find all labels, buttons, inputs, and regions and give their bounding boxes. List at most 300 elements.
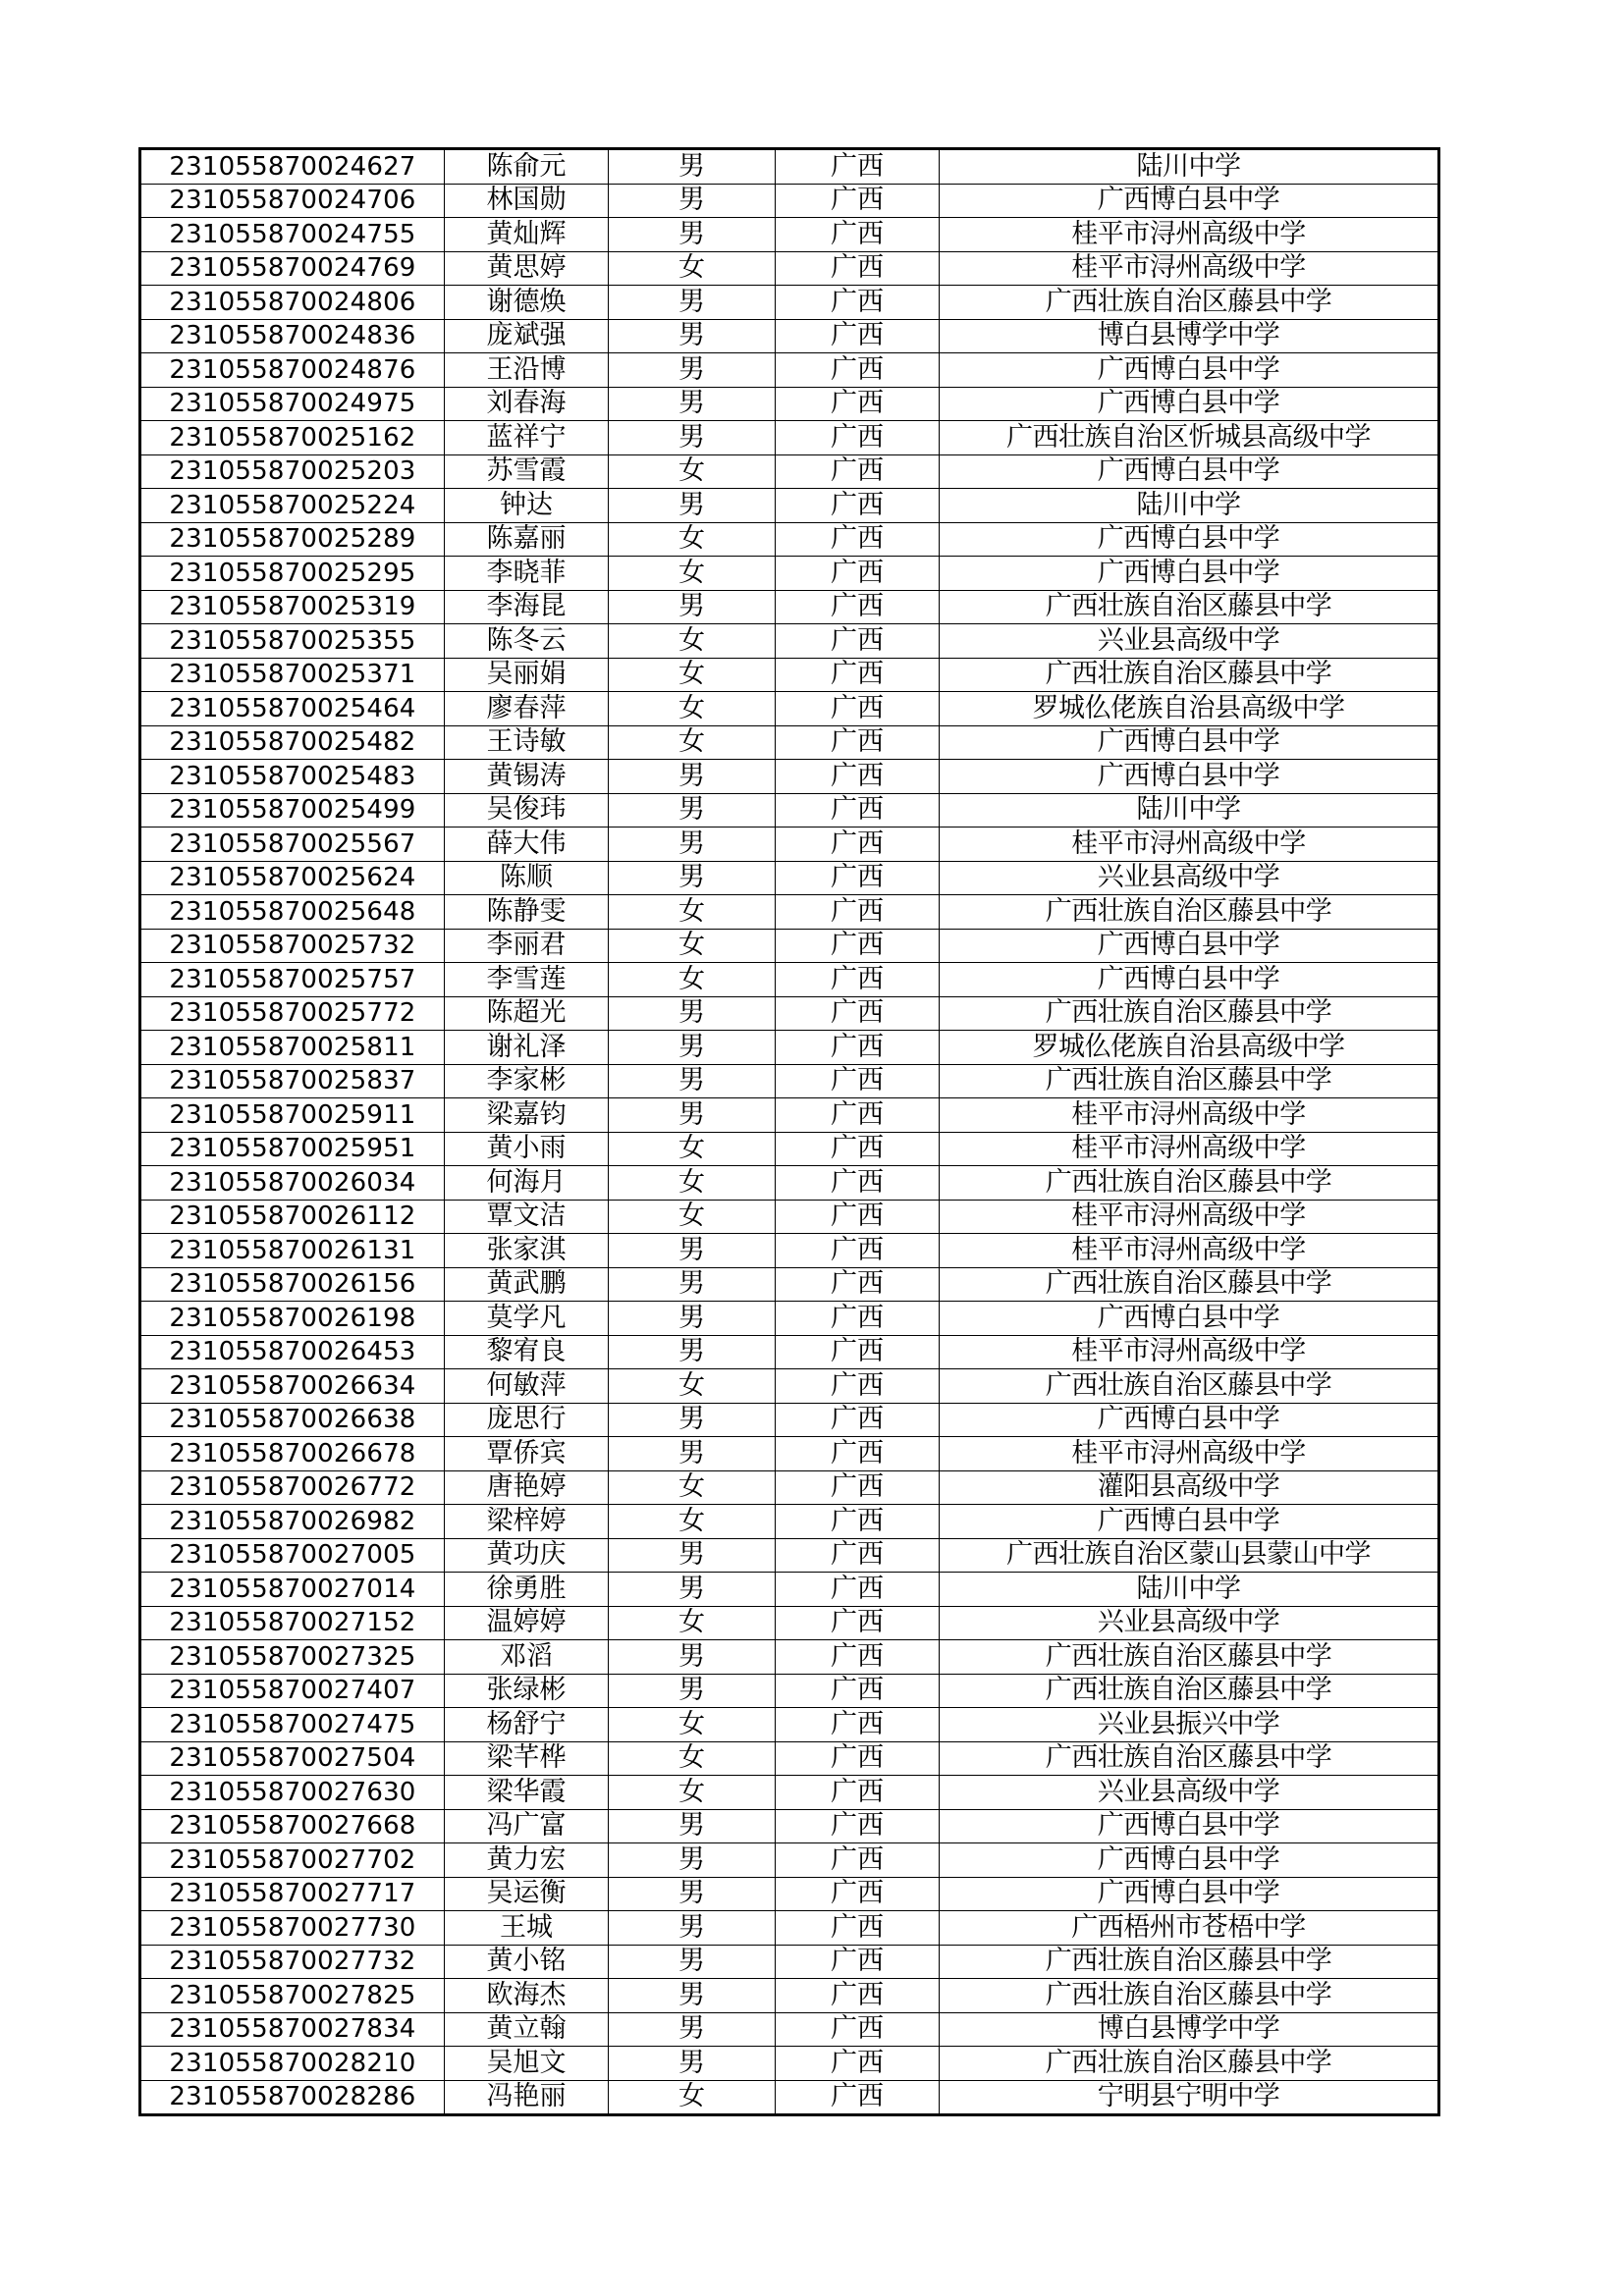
school-cell: 广西壮族自治区藤县中学 [940, 1741, 1439, 1776]
gender-cell: 女 [609, 1369, 776, 1404]
table-row [140, 1369, 1439, 1404]
gender-cell: 女 [609, 2080, 776, 2115]
exam-id-cell: 231055870025295 [140, 557, 445, 591]
gender-cell: 男 [609, 1809, 776, 1843]
province-cell: 广西 [776, 1843, 940, 1878]
gender-cell: 女 [609, 1606, 776, 1640]
student-name-cell: 欧海杰 [445, 1979, 609, 2013]
gender-cell: 女 [609, 1505, 776, 1539]
exam-id-cell: 231055870025499 [140, 793, 445, 828]
gender-cell: 男 [609, 793, 776, 828]
school-cell: 广西壮族自治区藤县中学 [940, 1166, 1439, 1201]
table-row [140, 1437, 1439, 1471]
school-cell: 广西壮族自治区藤县中学 [940, 1064, 1439, 1098]
gender-cell: 男 [609, 421, 776, 455]
exam-id-cell: 231055870025464 [140, 692, 445, 726]
roster-table-body [140, 149, 1439, 2115]
exam-id-cell: 231055870024806 [140, 286, 445, 320]
province-cell: 广西 [776, 895, 940, 930]
table-row [140, 1979, 1439, 2013]
gender-cell: 男 [609, 286, 776, 320]
school-cell: 广西博白县中学 [940, 522, 1439, 557]
province-cell: 广西 [776, 1708, 940, 1742]
table-row [140, 963, 1439, 997]
table-row [140, 149, 1439, 185]
gender-cell: 女 [609, 658, 776, 692]
school-cell: 广西博白县中学 [940, 454, 1439, 489]
exam-id-cell: 231055870025648 [140, 895, 445, 930]
gender-cell: 男 [609, 353, 776, 388]
gender-cell: 女 [609, 725, 776, 760]
school-cell: 陆川中学 [940, 149, 1439, 185]
school-cell: 广西壮族自治区藤县中学 [940, 996, 1439, 1031]
table-row [140, 251, 1439, 286]
school-cell: 陆川中学 [940, 489, 1439, 523]
student-name-cell: 徐勇胜 [445, 1573, 609, 1607]
school-cell: 广西壮族自治区藤县中学 [940, 590, 1439, 624]
gender-cell: 男 [609, 1234, 776, 1268]
school-cell: 广西博白县中学 [940, 1403, 1439, 1437]
province-cell: 广西 [776, 1640, 940, 1675]
school-cell: 广西壮族自治区藤县中学 [940, 1267, 1439, 1302]
province-cell: 广西 [776, 387, 940, 421]
exam-id-cell: 231055870025732 [140, 929, 445, 963]
province-cell: 广西 [776, 2080, 940, 2115]
province-cell: 广西 [776, 421, 940, 455]
exam-id-cell: 231055870027005 [140, 1538, 445, 1573]
exam-id-cell: 231055870025837 [140, 1064, 445, 1098]
student-name-cell: 谢礼泽 [445, 1031, 609, 1065]
table-row [140, 1911, 1439, 1946]
province-cell: 广西 [776, 1437, 940, 1471]
gender-cell: 女 [609, 557, 776, 591]
province-cell: 广西 [776, 1945, 940, 1979]
province-cell: 广西 [776, 793, 940, 828]
student-name-cell: 林国勋 [445, 184, 609, 218]
exam-id-cell: 231055870026772 [140, 1470, 445, 1505]
province-cell: 广西 [776, 454, 940, 489]
exam-id-cell: 231055870026634 [140, 1369, 445, 1404]
school-cell: 广西博白县中学 [940, 1809, 1439, 1843]
exam-id-cell: 231055870025203 [140, 454, 445, 489]
province-cell: 广西 [776, 1098, 940, 1133]
exam-id-cell: 231055870026156 [140, 1267, 445, 1302]
school-cell: 宁明县宁明中学 [940, 2080, 1439, 2115]
table-row [140, 218, 1439, 252]
school-cell: 罗城仫佬族自治县高级中学 [940, 1031, 1439, 1065]
gender-cell: 女 [609, 624, 776, 659]
school-cell: 广西博白县中学 [940, 1877, 1439, 1911]
province-cell: 广西 [776, 1132, 940, 1166]
province-cell: 广西 [776, 353, 940, 388]
table-row [140, 692, 1439, 726]
table-row [140, 2080, 1439, 2115]
school-cell: 广西博白县中学 [940, 929, 1439, 963]
province-cell: 广西 [776, 929, 940, 963]
student-name-cell: 黄灿辉 [445, 218, 609, 252]
exam-id-cell: 231055870026678 [140, 1437, 445, 1471]
student-name-cell: 吴运衡 [445, 1877, 609, 1911]
exam-id-cell: 231055870027407 [140, 1674, 445, 1708]
school-cell: 广西博白县中学 [940, 760, 1439, 794]
school-cell: 桂平市浔州高级中学 [940, 1132, 1439, 1166]
gender-cell: 男 [609, 1064, 776, 1098]
school-cell: 兴业县振兴中学 [940, 1708, 1439, 1742]
exam-id-cell: 231055870025319 [140, 590, 445, 624]
province-cell: 广西 [776, 1911, 940, 1946]
school-cell: 桂平市浔州高级中学 [940, 218, 1439, 252]
province-cell: 广西 [776, 1166, 940, 1201]
exam-id-cell: 231055870027475 [140, 1708, 445, 1742]
province-cell: 广西 [776, 1538, 940, 1573]
roster-table [138, 147, 1440, 2116]
exam-id-cell: 231055870025162 [140, 421, 445, 455]
school-cell: 广西博白县中学 [940, 725, 1439, 760]
exam-id-cell: 231055870027014 [140, 1573, 445, 1607]
province-cell: 广西 [776, 489, 940, 523]
exam-id-cell: 231055870027668 [140, 1809, 445, 1843]
gender-cell: 男 [609, 1335, 776, 1369]
exam-id-cell: 231055870024769 [140, 251, 445, 286]
exam-id-cell: 231055870025772 [140, 996, 445, 1031]
exam-id-cell: 231055870027730 [140, 1911, 445, 1946]
table-row [140, 184, 1439, 218]
province-cell: 广西 [776, 861, 940, 895]
table-row [140, 557, 1439, 591]
school-cell: 广西博白县中学 [940, 557, 1439, 591]
gender-cell: 男 [609, 2012, 776, 2047]
gender-cell: 男 [609, 590, 776, 624]
gender-cell: 男 [609, 1945, 776, 1979]
exam-id-cell: 231055870028286 [140, 2080, 445, 2115]
exam-id-cell: 231055870026453 [140, 1335, 445, 1369]
province-cell: 广西 [776, 1809, 940, 1843]
student-name-cell: 薛大伟 [445, 828, 609, 862]
table-row [140, 1234, 1439, 1268]
gender-cell: 男 [609, 996, 776, 1031]
student-name-cell: 张家淇 [445, 1234, 609, 1268]
exam-id-cell: 231055870025951 [140, 1132, 445, 1166]
province-cell: 广西 [776, 963, 940, 997]
school-cell: 博白县博学中学 [940, 319, 1439, 353]
school-cell: 广西壮族自治区藤县中学 [940, 895, 1439, 930]
school-cell: 广西博白县中学 [940, 184, 1439, 218]
province-cell: 广西 [776, 1573, 940, 1607]
school-cell: 广西壮族自治区藤县中学 [940, 1640, 1439, 1675]
school-cell: 桂平市浔州高级中学 [940, 1437, 1439, 1471]
school-cell: 桂平市浔州高级中学 [940, 1098, 1439, 1133]
exam-id-cell: 231055870026034 [140, 1166, 445, 1201]
exam-id-cell: 231055870025355 [140, 624, 445, 659]
exam-id-cell: 231055870025811 [140, 1031, 445, 1065]
school-cell: 桂平市浔州高级中学 [940, 251, 1439, 286]
table-row [140, 1640, 1439, 1675]
exam-id-cell: 231055870025911 [140, 1098, 445, 1133]
table-row [140, 1267, 1439, 1302]
student-name-cell: 梁梓婷 [445, 1505, 609, 1539]
school-cell: 兴业县高级中学 [940, 861, 1439, 895]
province-cell: 广西 [776, 760, 940, 794]
gender-cell: 男 [609, 319, 776, 353]
province-cell: 广西 [776, 286, 940, 320]
province-cell: 广西 [776, 1234, 940, 1268]
school-cell: 广西壮族自治区藤县中学 [940, 1945, 1439, 1979]
gender-cell: 男 [609, 1403, 776, 1437]
school-cell: 博白县博学中学 [940, 2012, 1439, 2047]
province-cell: 广西 [776, 590, 940, 624]
student-name-cell: 李雪莲 [445, 963, 609, 997]
table-row [140, 590, 1439, 624]
table-row [140, 828, 1439, 862]
table-row [140, 522, 1439, 557]
school-cell: 广西壮族自治区藤县中学 [940, 2047, 1439, 2081]
table-row [140, 1505, 1439, 1539]
exam-id-cell: 231055870026638 [140, 1403, 445, 1437]
gender-cell: 男 [609, 828, 776, 862]
school-cell: 桂平市浔州高级中学 [940, 1200, 1439, 1234]
student-name-cell: 温婷婷 [445, 1606, 609, 1640]
student-name-cell: 冯艳丽 [445, 2080, 609, 2115]
table-row [140, 1064, 1439, 1098]
school-cell: 广西壮族自治区藤县中学 [940, 1979, 1439, 2013]
student-name-cell: 冯广富 [445, 1809, 609, 1843]
student-name-cell: 梁华霞 [445, 1776, 609, 1810]
table-row [140, 725, 1439, 760]
table-row [140, 1606, 1439, 1640]
student-name-cell: 邓滔 [445, 1640, 609, 1675]
gender-cell: 男 [609, 1911, 776, 1946]
province-cell: 广西 [776, 1674, 940, 1708]
table-row [140, 1302, 1439, 1336]
student-name-cell: 吴旭文 [445, 2047, 609, 2081]
province-cell: 广西 [776, 1979, 940, 2013]
table-row [140, 861, 1439, 895]
province-cell: 广西 [776, 725, 940, 760]
school-cell: 广西博白县中学 [940, 1843, 1439, 1878]
exam-id-cell: 231055870027504 [140, 1741, 445, 1776]
student-name-cell: 李海昆 [445, 590, 609, 624]
student-name-cell: 莫学凡 [445, 1302, 609, 1336]
gender-cell: 女 [609, 522, 776, 557]
gender-cell: 女 [609, 1132, 776, 1166]
student-name-cell: 陈俞元 [445, 149, 609, 185]
exam-id-cell: 231055870027630 [140, 1776, 445, 1810]
gender-cell: 男 [609, 1437, 776, 1471]
table-row [140, 454, 1439, 489]
student-name-cell: 李丽君 [445, 929, 609, 963]
table-row [140, 489, 1439, 523]
table-row [140, 387, 1439, 421]
province-cell: 广西 [776, 1369, 940, 1404]
table-row [140, 1132, 1439, 1166]
exam-id-cell: 231055870024876 [140, 353, 445, 388]
exam-id-cell: 231055870027702 [140, 1843, 445, 1878]
student-name-cell: 何敏萍 [445, 1369, 609, 1404]
student-name-cell: 黄立翰 [445, 2012, 609, 2047]
student-name-cell: 黄思婷 [445, 251, 609, 286]
gender-cell: 男 [609, 1640, 776, 1675]
exam-id-cell: 231055870025482 [140, 725, 445, 760]
school-cell: 陆川中学 [940, 793, 1439, 828]
gender-cell: 男 [609, 184, 776, 218]
province-cell: 广西 [776, 658, 940, 692]
student-name-cell: 黄武鹏 [445, 1267, 609, 1302]
table-row [140, 1945, 1439, 1979]
school-cell: 广西壮族自治区藤县中学 [940, 1674, 1439, 1708]
student-name-cell: 苏雪霞 [445, 454, 609, 489]
province-cell: 广西 [776, 1267, 940, 1302]
student-name-cell: 李家彬 [445, 1064, 609, 1098]
province-cell: 广西 [776, 2047, 940, 2081]
school-cell: 广西博白县中学 [940, 1505, 1439, 1539]
exam-id-cell: 231055870025483 [140, 760, 445, 794]
province-cell: 广西 [776, 1776, 940, 1810]
gender-cell: 男 [609, 1302, 776, 1336]
province-cell: 广西 [776, 149, 940, 185]
student-name-cell: 王诗敏 [445, 725, 609, 760]
exam-id-cell: 231055870025371 [140, 658, 445, 692]
gender-cell: 女 [609, 1776, 776, 1810]
table-row [140, 319, 1439, 353]
student-name-cell: 覃文洁 [445, 1200, 609, 1234]
exam-id-cell: 231055870027717 [140, 1877, 445, 1911]
student-name-cell: 刘春海 [445, 387, 609, 421]
gender-cell: 女 [609, 1166, 776, 1201]
gender-cell: 女 [609, 454, 776, 489]
province-cell: 广西 [776, 1606, 940, 1640]
gender-cell: 男 [609, 1843, 776, 1878]
student-name-cell: 陈冬云 [445, 624, 609, 659]
school-cell: 广西壮族自治区忻城县高级中学 [940, 421, 1439, 455]
gender-cell: 女 [609, 1470, 776, 1505]
student-name-cell: 黄锡涛 [445, 760, 609, 794]
province-cell: 广西 [776, 1064, 940, 1098]
student-name-cell: 陈嘉丽 [445, 522, 609, 557]
gender-cell: 男 [609, 1098, 776, 1133]
school-cell: 广西博白县中学 [940, 963, 1439, 997]
student-name-cell: 蓝祥宁 [445, 421, 609, 455]
table-row [140, 421, 1439, 455]
province-cell: 广西 [776, 2012, 940, 2047]
table-row [140, 929, 1439, 963]
school-cell: 桂平市浔州高级中学 [940, 1234, 1439, 1268]
table-row [140, 1877, 1439, 1911]
table-row [140, 658, 1439, 692]
province-cell: 广西 [776, 1335, 940, 1369]
student-name-cell: 何海月 [445, 1166, 609, 1201]
table-row [140, 1031, 1439, 1065]
exam-id-cell: 231055870027834 [140, 2012, 445, 2047]
student-name-cell: 庞斌强 [445, 319, 609, 353]
gender-cell: 女 [609, 692, 776, 726]
table-row [140, 1674, 1439, 1708]
school-cell: 兴业县高级中学 [940, 1606, 1439, 1640]
school-cell: 广西壮族自治区藤县中学 [940, 658, 1439, 692]
gender-cell: 男 [609, 489, 776, 523]
exam-id-cell: 231055870024755 [140, 218, 445, 252]
gender-cell: 男 [609, 1674, 776, 1708]
table-row [140, 996, 1439, 1031]
exam-id-cell: 231055870024975 [140, 387, 445, 421]
table-row [140, 1809, 1439, 1843]
student-name-cell: 廖春萍 [445, 692, 609, 726]
province-cell: 广西 [776, 692, 940, 726]
province-cell: 广西 [776, 828, 940, 862]
table-row [140, 2047, 1439, 2081]
gender-cell: 女 [609, 895, 776, 930]
table-row [140, 353, 1439, 388]
student-name-cell: 黄小铭 [445, 1945, 609, 1979]
school-cell: 广西壮族自治区藤县中学 [940, 286, 1439, 320]
gender-cell: 女 [609, 1708, 776, 1742]
gender-cell: 男 [609, 1979, 776, 2013]
school-cell: 广西壮族自治区蒙山县蒙山中学 [940, 1538, 1439, 1573]
province-cell: 广西 [776, 1741, 940, 1776]
province-cell: 广西 [776, 251, 940, 286]
table-row [140, 793, 1439, 828]
school-cell: 广西博白县中学 [940, 387, 1439, 421]
table-row [140, 1166, 1439, 1201]
gender-cell: 女 [609, 1200, 776, 1234]
student-name-cell: 王沿博 [445, 353, 609, 388]
student-name-cell: 杨舒宁 [445, 1708, 609, 1742]
school-cell: 陆川中学 [940, 1573, 1439, 1607]
student-name-cell: 李晓菲 [445, 557, 609, 591]
gender-cell: 男 [609, 760, 776, 794]
province-cell: 广西 [776, 1505, 940, 1539]
province-cell: 广西 [776, 319, 940, 353]
school-cell: 广西壮族自治区藤县中学 [940, 1369, 1439, 1404]
gender-cell: 男 [609, 1031, 776, 1065]
exam-id-cell: 231055870024627 [140, 149, 445, 185]
gender-cell: 男 [609, 1538, 776, 1573]
student-name-cell: 陈静雯 [445, 895, 609, 930]
table-row [140, 1776, 1439, 1810]
school-cell: 兴业县高级中学 [940, 624, 1439, 659]
exam-id-cell: 231055870025624 [140, 861, 445, 895]
province-cell: 广西 [776, 996, 940, 1031]
province-cell: 广西 [776, 1302, 940, 1336]
student-name-cell: 梁嘉钧 [445, 1098, 609, 1133]
table-row [140, 760, 1439, 794]
school-cell: 罗城仫佬族自治县高级中学 [940, 692, 1439, 726]
student-name-cell: 张绿彬 [445, 1674, 609, 1708]
table-row [140, 1843, 1439, 1878]
table-row [140, 1403, 1439, 1437]
student-name-cell: 覃侨宾 [445, 1437, 609, 1471]
student-name-cell: 黄小雨 [445, 1132, 609, 1166]
gender-cell: 男 [609, 1573, 776, 1607]
gender-cell: 女 [609, 929, 776, 963]
school-cell: 灌阳县高级中学 [940, 1470, 1439, 1505]
exam-id-cell: 231055870025757 [140, 963, 445, 997]
exam-id-cell: 231055870026198 [140, 1302, 445, 1336]
exam-id-cell: 231055870025224 [140, 489, 445, 523]
table-row [140, 2012, 1439, 2047]
exam-id-cell: 231055870024836 [140, 319, 445, 353]
province-cell: 广西 [776, 624, 940, 659]
student-name-cell: 钟达 [445, 489, 609, 523]
exam-id-cell: 231055870027732 [140, 1945, 445, 1979]
school-cell: 广西博白县中学 [940, 1302, 1439, 1336]
student-name-cell: 吴俊玮 [445, 793, 609, 828]
gender-cell: 男 [609, 218, 776, 252]
exam-id-cell: 231055870025289 [140, 522, 445, 557]
student-name-cell: 唐艳婷 [445, 1470, 609, 1505]
exam-id-cell: 231055870027152 [140, 1606, 445, 1640]
exam-id-cell: 231055870027325 [140, 1640, 445, 1675]
student-name-cell: 陈顺 [445, 861, 609, 895]
